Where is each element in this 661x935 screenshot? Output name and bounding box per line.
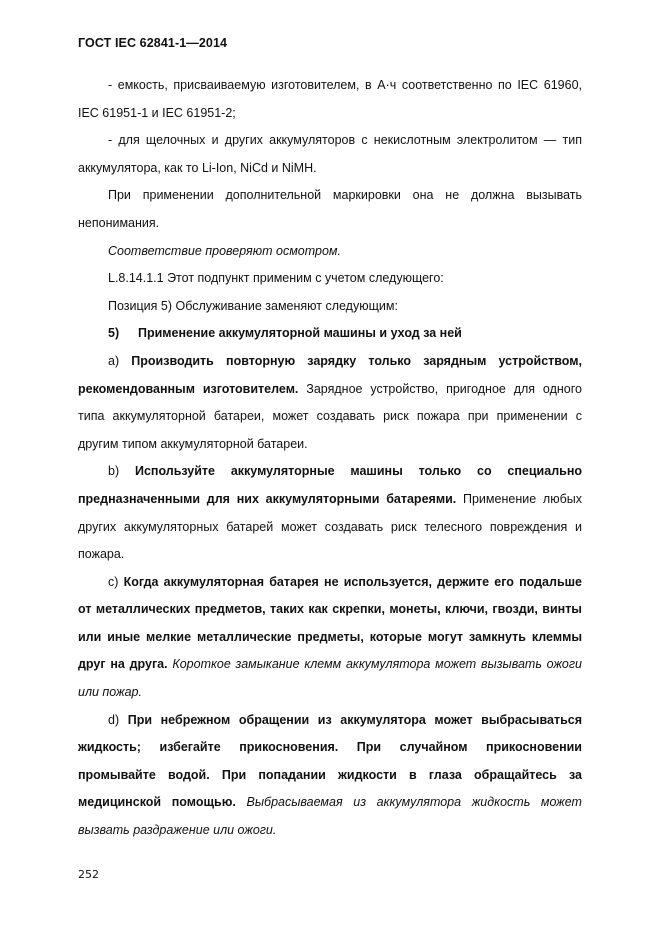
instruction-c-italic: Короткое замыкание клемм аккумулятора может вызывать ожоги или пожар. xyxy=(78,657,582,700)
section-heading xyxy=(78,320,582,348)
instruction-c xyxy=(78,569,582,707)
paragraph-capacity: - емкость, присваиваемую изготовителем, в А·ч соответственно по IEC 61960, IEC 61951-1 и IEC 61951-2; xyxy=(78,78,582,120)
instruction-a-text: Зарядное устройство, пригодное для одного типа аккумуляторной батареи, может создавать риск пожара при применении с другим типом аккумуляторной батареи. xyxy=(78,381,582,451)
instruction-d-bold: При небрежном обращении из аккумулятора может выбрасываться жидкость; избегайте прикосновения. При случайном прикосновении промывайте водой. При попадании жидкости в глаза обращайтесь за медицинской помощью. xyxy=(78,712,582,810)
instruction-c-bold: Когда аккумуляторная батарея не используется, держите его подальше от металлических предметов, таких как скрепки, монеты, ключи, гвозди, винты или иные мелкие металлические предметы, которые могут замкнуть клеммы друг на друга. xyxy=(78,574,583,672)
instruction-b-text: Применение любых других аккумуляторных батарей может создавать риск телесного повреждения и пожара. xyxy=(78,491,582,562)
paragraph-alkaline: - для щелочных и других аккумуляторов с некислотным электролитом — тип аккумулятора, как то Li-Ion, NiCd и NiMH. xyxy=(78,133,582,175)
instruction-a-bold: Производить повторную зарядку только зарядным устройством, рекомендованным изготовителем. xyxy=(78,353,582,396)
document-body xyxy=(78,72,582,845)
standard-title: ГОСТ IEC 62841-1—2014 xyxy=(78,36,228,50)
instruction-b-bold: Используйте аккумуляторные машины только со специально предназначенными для них аккумуляторными батареями. xyxy=(78,464,582,506)
section-heading-text: Применение аккумуляторной машины и уход за ней xyxy=(138,326,462,341)
instruction-d-italic: Выбрасываемая из аккумулятора жидкость может вызвать раздражение или ожоги. xyxy=(78,795,582,838)
paragraph-compliance: Соответствие проверяют осмотром. xyxy=(108,243,341,258)
paragraph-item-replace: Позиция 5) Обслуживание заменяют следующим: xyxy=(108,298,398,313)
instruction-c-label: c) xyxy=(108,574,119,589)
page-number: 252 xyxy=(78,868,99,881)
instruction-a-label: a) xyxy=(108,353,120,368)
instruction-d-label: d) xyxy=(108,712,120,727)
paragraph-additional-marking: При применении дополнительной маркировки она не должна вызывать непонимания. xyxy=(78,188,582,230)
instruction-d xyxy=(78,707,582,845)
paragraph-subclause: L.8.14.1.1 Этот подпункт применим с учетом следующего: xyxy=(108,271,444,286)
section-number: 5) xyxy=(108,326,120,341)
instruction-b xyxy=(78,458,582,568)
instruction-b-label: b) xyxy=(108,464,120,479)
instruction-a xyxy=(78,348,582,458)
